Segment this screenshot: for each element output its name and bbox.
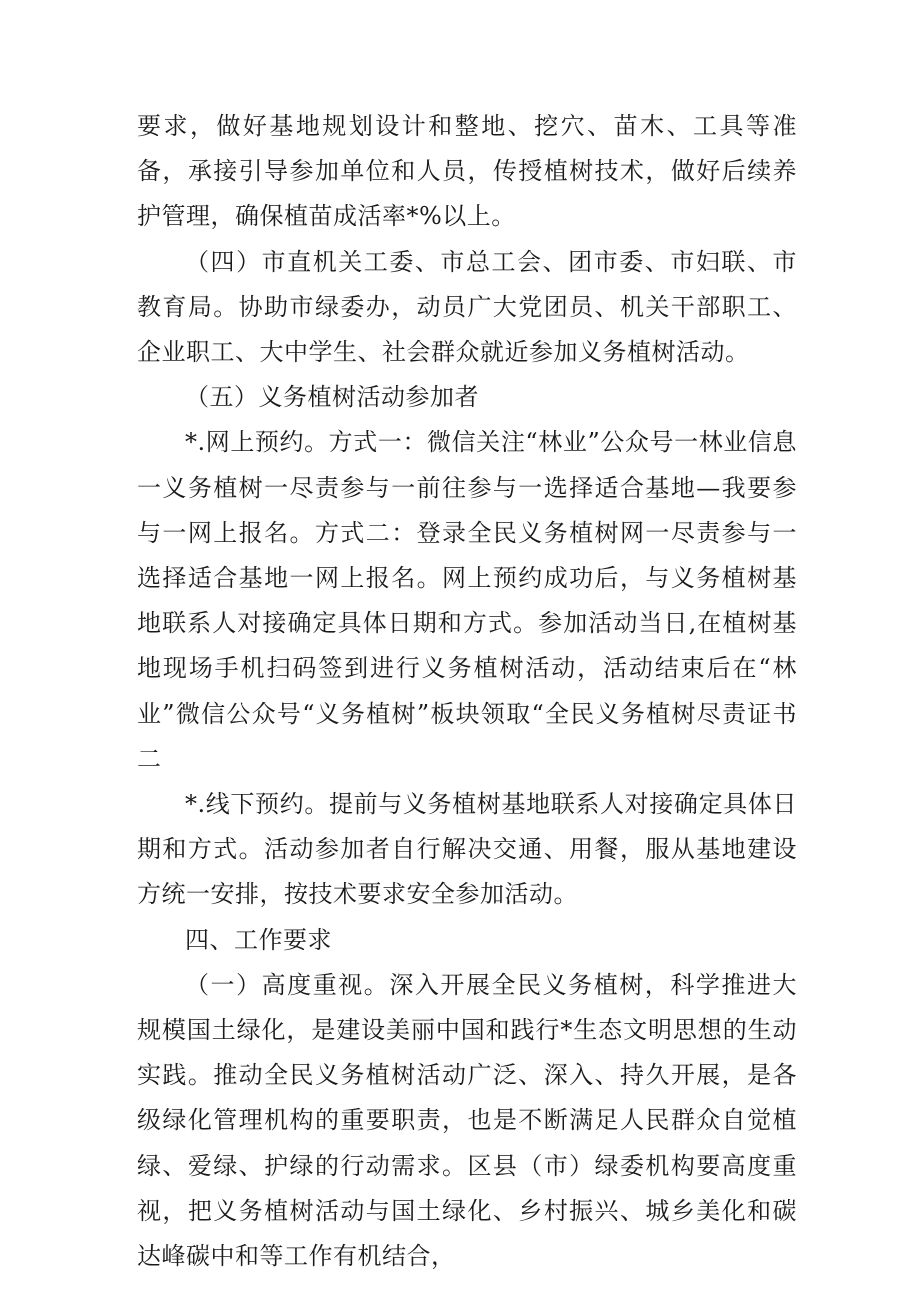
section-heading-work-requirements: 四、工作要求 (185, 925, 332, 954)
paragraph-offline-booking: *.线下预约。提前与义务植树基地联系人对接确定具体日期和方式。活动参加者自行解决交通、用餐，服从基地建设方统一安排，按技术要求安全参加活动。 (137, 790, 797, 909)
paragraph-item-five-heading: （五）义务植树活动参加者 (185, 383, 479, 412)
paragraph-high-importance: （一）高度重视。深入开展全民义务植树，科学推进大规模国土绿化，是建设美丽中国和践行*生态文明思想的生动实践。推动全民义务植树活动广泛、深入、持久开展，是各级绿化管理机构的重要职责，也是不断满足人民群众自觉植绿、爱绿、护绿的行动需求。区县（市）绿委机构要高度重视，把义务植树活动与国土绿化、乡村振兴、城乡美化和碳达峰碳中和等工作有机结合， (137, 970, 797, 1271)
paragraph-online-booking: *.网上预约。方式一：微信关注“林业”公众号一林业信息一义务植树一尽责参与一前往参与一选择适合基地—我要参与一网上报名。方式二：登录全民义务植树网一尽责参与一选择适合基地一网上报名。网上预约成功后，与义务植树基地联系人对接确定具体日期和方式。参加活动当日,在植树基地现场手机扫码签到进行义务植树活动，活动结束后在“林业”微信公众号“义务植树”板块领取“全民义务植树尽责证书二 (137, 428, 797, 773)
document-body (137, 104, 797, 1279)
paragraph-item-four: （四）市直机关工委、市总工会、团市委、市妇联、市教育局。协助市绿委办，动员广大党团员、机关干部职工、企业职工、大中学生、社会群众就近参加义务植树活动。 (137, 247, 797, 367)
paragraph-continuation: 要求，做好基地规划设计和整地、挖穴、苗木、工具等准备，承接引导参加单位和人员，传授植树技术，做好后续养护管理，确保植苗成活率*%以上。 (137, 112, 797, 231)
